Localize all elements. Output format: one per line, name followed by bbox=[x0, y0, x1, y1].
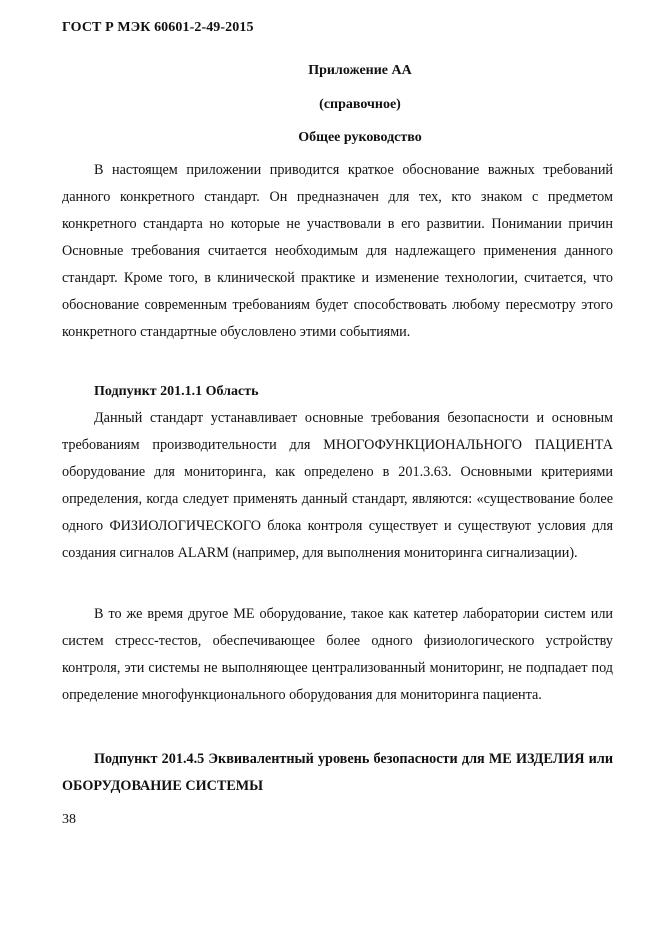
page-number: 38 bbox=[62, 812, 76, 827]
subclause-201-1-1-heading: Подпункт 201.1.1 Область bbox=[94, 384, 259, 399]
other-equipment-paragraph: В то же время другое ME оборудование, такое как катетер лаборатории систем или систем стресс-тестов, обеспечивающее более одного физиологического устройству контроля, эти системы не выполняющее централизованный мониторинг, не подпадает под определение многофункционального оборудования для мониторинга пациента. bbox=[62, 606, 613, 703]
annex-type: (справочное) bbox=[319, 97, 401, 112]
standard-code-header: ГОСТ Р МЭК 60601-2-49-2015 bbox=[62, 20, 254, 35]
annex-subtitle: Общее руководство bbox=[298, 130, 422, 145]
subclause-201-4-5-heading: Подпункт 201.4.5 Эквивалентный уровень безопасности для ME ИЗДЕЛИЯ или ОБОРУДОВАНИЕ СИСТЕМЫ bbox=[62, 751, 613, 794]
scope-paragraph: Данный стандарт устанавливает основные требования безопасности и основным требованиям производительности для МНОГОФУНКЦИОНАЛЬНОГО ПАЦИЕНТА оборудование для мониторинга, как определено в 201.3.63. Основными критериями определения, когда следует применять данный стандарт, являются: «существование более одного ФИЗИОЛОГИЧЕСКОГО блока контроля существует и существуют условия для создания сигналов ALARM (например, для выполнения мониторинга сигнализации). bbox=[62, 410, 613, 561]
intro-paragraph: В настоящем приложении приводится краткое обоснование важных требований данного конкретного стандарт. Он предназначен для тех, кто знаком с предметом конкретного стандарта но которые не участвовали в его развитии. Понимании причин Основные требования считается необходимым для надлежащего применения данного стандарт. Кроме того, в клинической практике и изменение технологии, считается, что обоснование современным требованиям будет способствовать любому пересмотру этого конкретного стандартные обусловлено этими событиями. bbox=[62, 162, 613, 340]
annex-title: Приложение АА bbox=[308, 63, 412, 78]
